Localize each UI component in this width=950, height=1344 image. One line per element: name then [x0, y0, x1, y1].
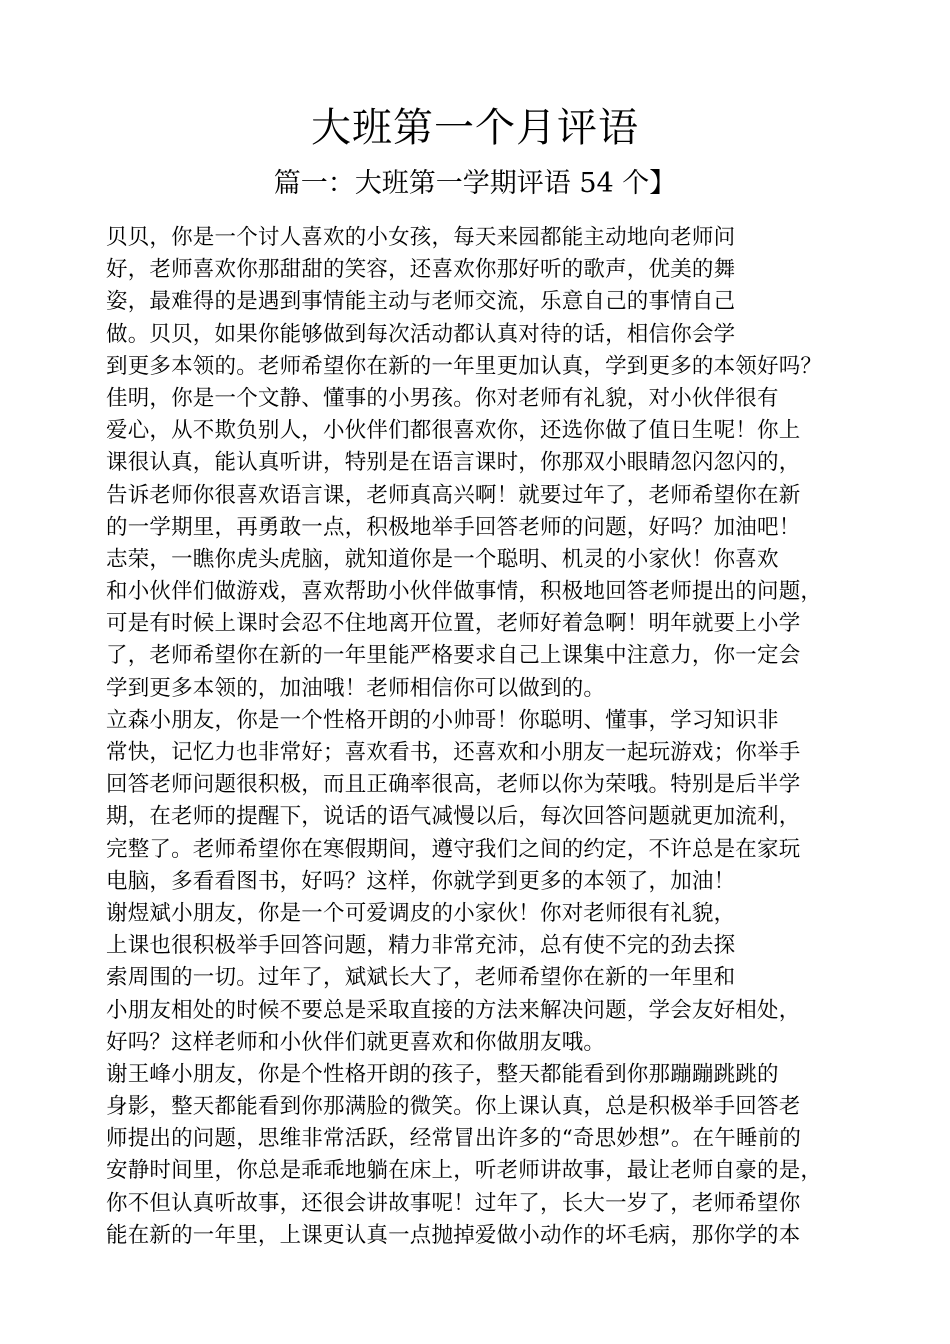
body-line: 和小伙伴们做游戏，喜欢帮助小伙伴做事情，积极地回答老师提出的问题， [106, 579, 823, 605]
body-line: 身影，整天都能看到你那满脸的微笑。你上课认真，总是积极举手回答老 [106, 1094, 801, 1120]
body-line: 索周围的一切。过年了，斌斌长大了，老师希望你在新的一年里和 [106, 965, 736, 991]
body-line: 姿，最难得的是遇到事情能主动与老师交流，乐意自己的事情自己 [106, 289, 736, 315]
body-line: 安静时间里，你总是乖乖地躺在床上，听老师讲故事，最让老师自豪的是， [106, 1158, 823, 1184]
body-line: 了，老师希望你在新的一年里能严格要求自己上课集中注意力，你一定会 [106, 643, 801, 669]
body-line: 做。贝贝，如果你能够做到每次活动都认真对待的话，相信你会学 [106, 321, 736, 347]
document-subtitle: 篇一：大班第一学期评语 54 个】 [273, 168, 677, 199]
body-line: 好，老师喜欢你那甜甜的笑容，还喜欢你那好听的歌声，优美的舞 [106, 257, 736, 283]
body-line: 的一学期里，再勇敢一点，积极地举手回答老师的问题，好吗？加油吧！ [106, 514, 801, 540]
body-line: 贝贝，你是一个讨人喜欢的小女孩，每天来园都能主动地向老师问 [106, 225, 736, 250]
body-line: 佳明，你是一个文静、懂事的小男孩。你对老师有礼貌，对小伙伴很有 [106, 385, 779, 411]
body-line: 常快，记忆力也非常好；喜欢看书，还喜欢和小朋友一起玩游戏；你举手 [106, 740, 801, 765]
body-line: 你不但认真听故事，还很会讲故事呢！过年了，长大一岁了，老师希望你 [106, 1190, 801, 1216]
body-line: 可是有时候上课时会忍不住地离开位置，老师好着急啊！明年就要上小学 [106, 611, 801, 637]
body-line: 课很认真，能认真听讲，特别是在语言课时，你那双小眼睛忽闪忽闪的， [106, 450, 801, 476]
body-line: 回答老师问题很积极，而且正确率很高，老师以你为荣哦。特别是后半学 [106, 772, 801, 798]
body-line: 期，在老师的提醒下，说话的语气减慢以后，每次回答问题就更加流利， [106, 804, 801, 830]
body-line: 完整了。老师希望你在寒假期间，遵守我们之间的约定，不许总是在家玩 [106, 836, 801, 862]
body-line: 小朋友相处的时候不要总是采取直接的方法来解决问题，学会友好相处， [106, 997, 801, 1023]
body-line: 志荣，一瞧你虎头虎脑，就知道你是一个聪明、机灵的小家伙！你喜欢 [106, 546, 779, 572]
body-line: 谢王峰小朋友，你是个性格开朗的孩子，整天都能看到你那蹦蹦跳跳的 [106, 1061, 779, 1087]
body-line: 学到更多本领的，加油哦！老师相信你可以做到的。 [106, 675, 606, 701]
document-body [106, 222, 886, 1252]
body-line: 爱心，从不欺负别人，小伙伴们都很喜欢你，还选你做了值日生呢！你上 [106, 418, 801, 444]
body-line: 告诉老师你很喜欢语言课，老师真高兴啊！就要过年了，老师希望你在新 [106, 482, 801, 508]
body-line: 能在新的一年里，上课更认真一点抛掉爱做小动作的坏毛病，那你学的本 [106, 1222, 801, 1248]
body-line: 上课也很积极举手回答问题，精力非常充沛，总有使不完的劲去探 [106, 933, 736, 959]
body-line: 谢煜斌小朋友，你是一个可爱调皮的小家伙！你对老师很有礼貌， [106, 900, 736, 926]
body-line: 立森小朋友，你是一个性格开朗的小帅哥！你聪明、懂事，学习知识非 [106, 707, 779, 733]
document-title: 大班第一个月评语 [311, 105, 639, 151]
body-line: 师提出的问题，思维非常活跃，经常冒出许多的“奇思妙想”。在午睡前的 [106, 1126, 802, 1152]
body-line: 电脑，多看看图书，好吗？这样，你就学到更多的本领了，加油！ [106, 868, 736, 894]
body-line: 好吗？这样老师和小伙伴们就更喜欢和你做朋友哦。 [106, 1029, 606, 1055]
body-line: 到更多本领的。老师希望你在新的一年里更加认真，学到更多的本领好吗？ [106, 353, 823, 379]
